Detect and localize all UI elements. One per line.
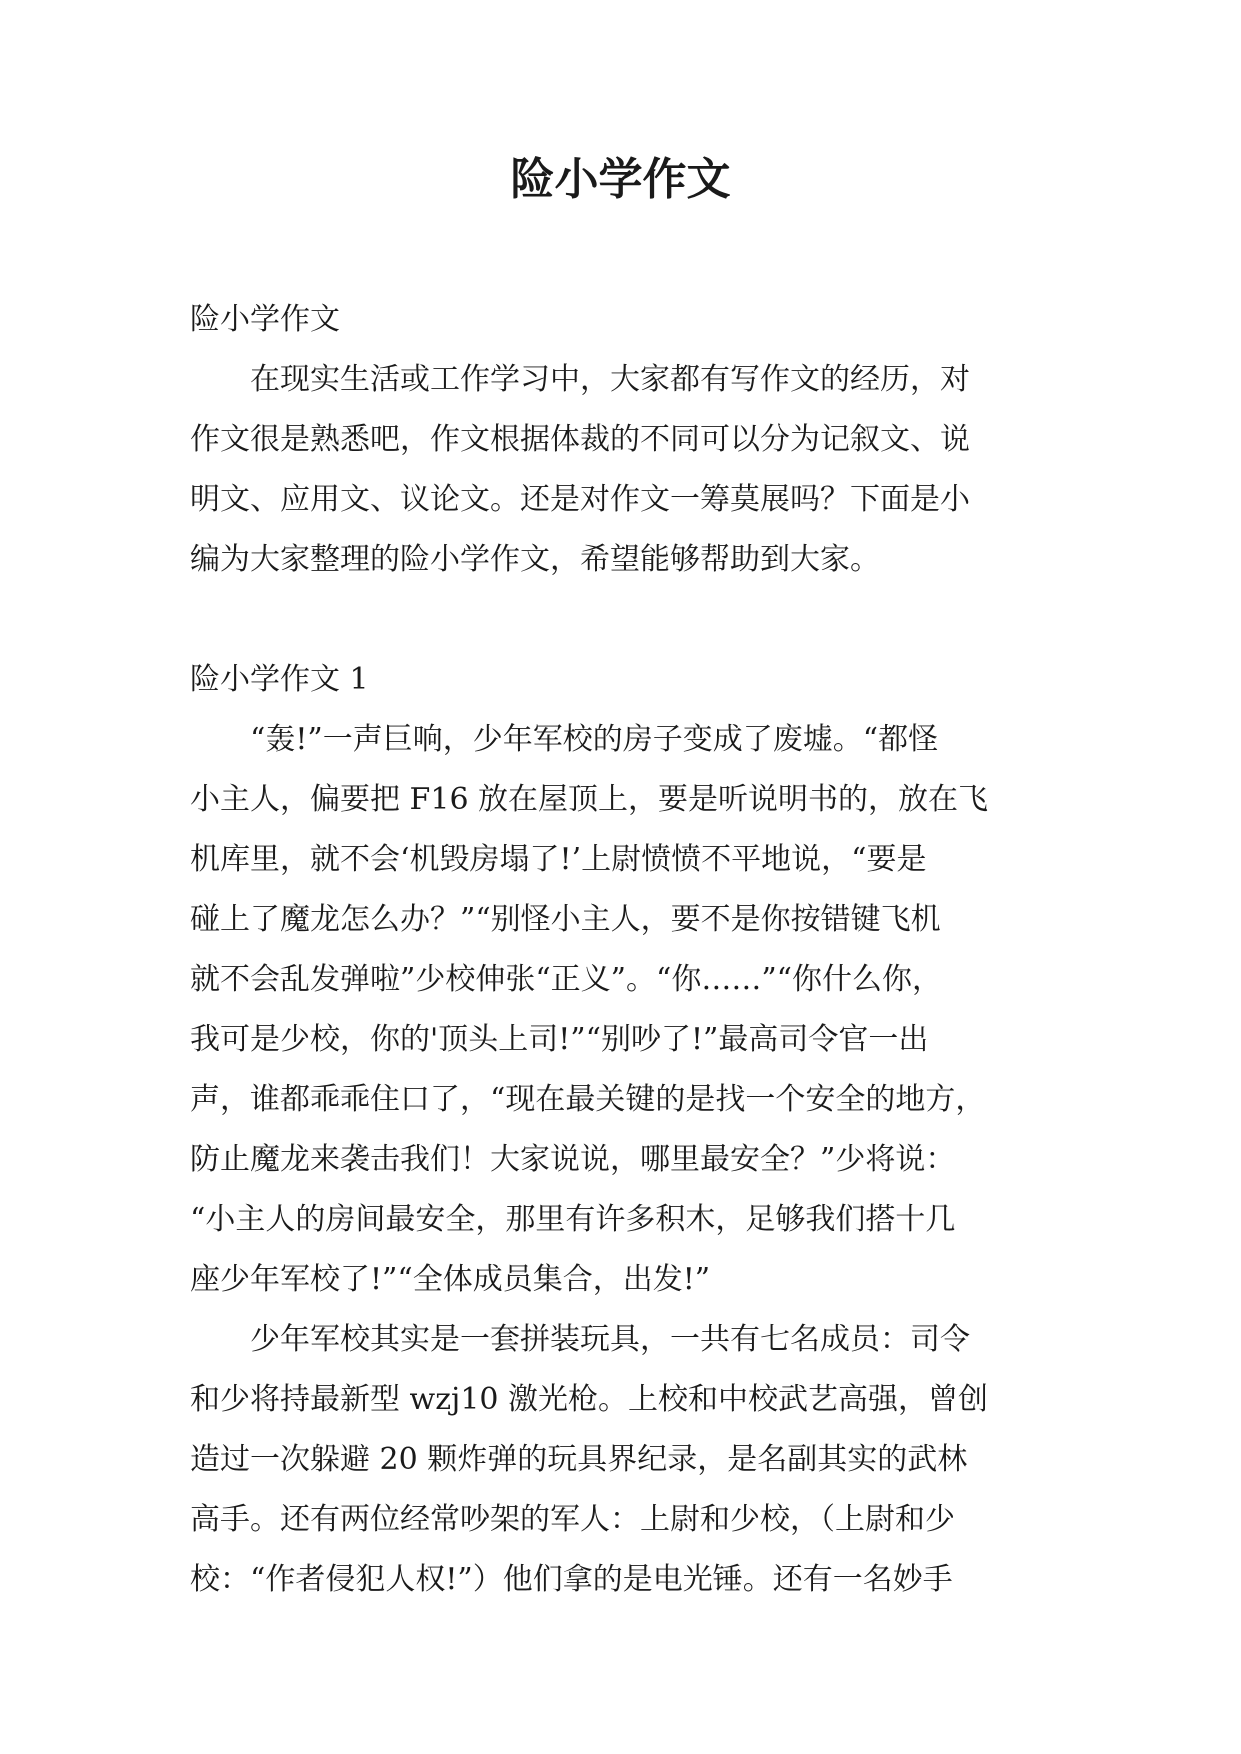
section-heading: 险小学作文 — [190, 302, 340, 337]
text-line: 小主人，偏要把 F16 放在屋顶上，要是听说明书的，放在飞 — [190, 782, 989, 817]
text-line: 高手。还有两位经常吵架的军人：上尉和少校，（上尉和少 — [190, 1502, 955, 1537]
section-heading: 险小学作文 1 — [190, 662, 369, 697]
text-line: 声，谁都乖乖住口了，“现在最关键的是找一个安全的地方， — [190, 1082, 986, 1117]
text-line: 在现实生活或工作学习中，大家都有写作文的经历，对 — [190, 362, 970, 397]
text-line: 我可是少校，你的'顶头上司!”“别吵了!”最高司令官一出 — [190, 1022, 929, 1057]
text-line: 校：“作者侵犯人权!”）他们拿的是电光锤。还有一名妙手 — [190, 1562, 953, 1597]
text-line: 明文、应用文、议论文。还是对作文一筹莫展吗？下面是小 — [190, 482, 970, 517]
text-line: 座少年军校了!”“全体成员集合，出发!” — [190, 1262, 711, 1297]
text-line: 和少将持最新型 wzj10 激光枪。上校和中校武艺高强，曾创 — [190, 1382, 989, 1417]
document-title: 险小学作文 — [510, 154, 731, 205]
text-line: 就不会乱发弹啦”少校伸张“正义”。“你……”“你什么你， — [190, 962, 943, 997]
text-line: 少年军校其实是一套拼装玩具，一共有七名成员：司令 — [190, 1322, 970, 1357]
text-line: “小主人的房间最安全，那里有许多积木，足够我们搭十几 — [190, 1202, 956, 1237]
text-line: 作文很是熟悉吧，作文根据体裁的不同可以分为记叙文、说 — [190, 422, 970, 457]
text-line: 机库里，就不会‘机毁房塌了!’上尉愤愤不平地说，“要是 — [190, 842, 927, 877]
text-line: “轰!”一声巨响，少年军校的房子变成了废墟。“都怪 — [190, 722, 939, 757]
essay-text — [190, 710, 1050, 1610]
paragraph-gap — [190, 590, 1050, 650]
intro-paragraph — [190, 350, 1050, 590]
text-line: 编为大家整理的险小学作文，希望能够帮助到大家。 — [190, 542, 880, 577]
text-line: 碰上了魔龙怎么办？”“别怪小主人，要不是你按错键飞机 — [190, 902, 941, 937]
text-line: 防止魔龙来袭击我们！大家说说，哪里最安全？”少将说： — [190, 1142, 956, 1177]
document-body — [190, 290, 1050, 1610]
text-line: 造过一次躲避 20 颗炸弹的玩具界纪录，是名副其实的武林 — [190, 1442, 968, 1477]
